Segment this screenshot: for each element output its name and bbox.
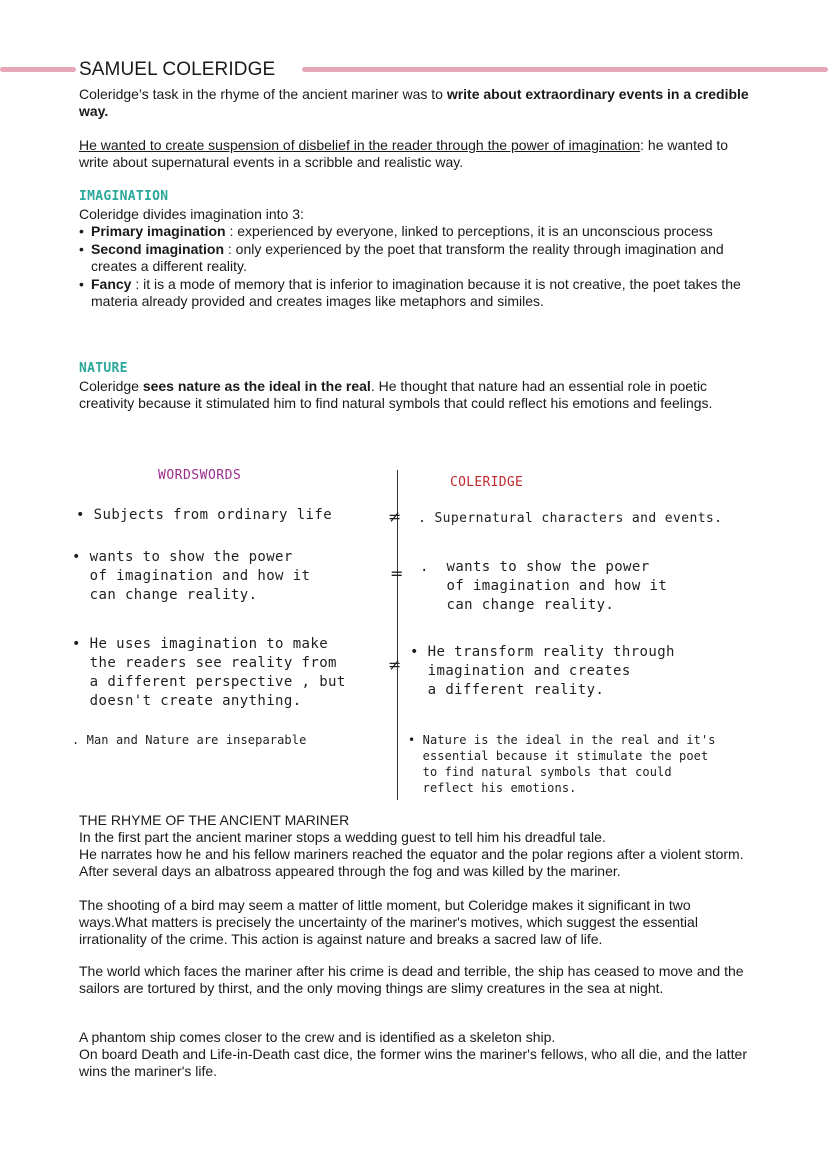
- rhyme-paragraph-6: On board Death and Life-in-Death cast dice, the former wins the mariner's fellows, who all die, and the latter wins the mariner's life.: [79, 1046, 748, 1079]
- nature-text-bold: sees nature as the ideal in the real: [142, 378, 371, 394]
- rhyme-paragraph-3: The shooting of a bird may seem a matter of little moment, but Coleridge makes it significant in two ways.What matters is precisely the uncertainty of the mariner's motives, which suggest the essential irrationality of the crime. This action is against nature and breaks a sacred law of life.: [79, 897, 698, 947]
- coleridge-point-4: • Nature is the ideal in the real and it's essential because it stimulate the poet to find natural symbols that could reflect his emotions.: [408, 733, 716, 795]
- coleridge-heading: COLERIDGE: [450, 475, 524, 490]
- intro-p1-text: Coleridge’s task in the rhyme of the ancient mariner was to: [79, 86, 447, 102]
- list-item: [79, 223, 749, 240]
- imagination-list: [79, 223, 749, 311]
- nature-heading: NATURE: [79, 361, 128, 376]
- wordsworth-point-4: . Man and Nature are inseparable: [72, 733, 307, 747]
- imagination-lead: Coleridge divides imagination into 3:: [79, 206, 304, 222]
- rhyme-paragraph-4: The world which faces the mariner after his crime is dead and terrible, the ship has ceased to move and the sailors are tortured by thirst, and the only moving things are slimy creatures in the sea at night.: [79, 963, 744, 996]
- intro-p2-text: : he wanted to write about supernatural events in a scribble and realistic way.: [79, 137, 729, 170]
- nature-text-a: Coleridge: [79, 378, 143, 394]
- wordsworth-point-3: • He uses imagination to make the readers see reality from a different perspective , but doesn't create anything.: [72, 636, 346, 709]
- intro-paragraph-1: [79, 86, 749, 120]
- rhyme-paragraph-5: A phantom ship comes closer to the crew and is identified as a skeleton ship.: [79, 1029, 556, 1045]
- list-item-text: : only experienced by the poet that transform the reality through imagination and creates a different reality.: [91, 241, 724, 274]
- title-rule-right: [302, 67, 828, 72]
- coleridge-point-1: . Supernatural characters and events.: [418, 511, 723, 526]
- rhyme-paragraph-2: He narrates how he and his fellow mariners reached the equator and the polar regions after a violent storm. After several days an albatross appeared through the fog and was killed by the mariner.: [79, 846, 744, 879]
- intro-p2-underlined: He wanted to create suspension of disbelief in the reader through the power of imagination: [79, 137, 641, 153]
- title-rule-left: [0, 67, 76, 72]
- list-item: [79, 241, 749, 275]
- imagination-heading: IMAGINATION: [79, 189, 169, 204]
- not-equal-symbol: ≠: [388, 655, 402, 674]
- intro-paragraph-2: [79, 137, 749, 171]
- list-item-term: Second imagination: [91, 241, 225, 257]
- list-item-text: : it is a mode of memory that is inferior to imagination because it is not creative, the poet takes the materia already provided and creates images like metaphors and similes.: [91, 276, 741, 309]
- list-item-text: : experienced by everyone, linked to perceptions, it is an unconscious process: [225, 223, 713, 239]
- coleridge-point-2: . wants to show the power of imagination and how it can change reality.: [420, 559, 668, 613]
- list-item-term: Primary imagination: [91, 223, 226, 239]
- coleridge-point-3: • He transform reality through imagination and creates a different reality.: [410, 644, 675, 698]
- equal-symbol: =: [390, 564, 404, 583]
- rhyme-heading: THE RHYME OF THE ANCIENT MARINER: [79, 812, 350, 828]
- wordsworth-point-2: • wants to show the power of imagination and how it can change reality.: [72, 549, 311, 603]
- nature-paragraph: [79, 378, 749, 412]
- list-item: [79, 276, 749, 310]
- rhyme-paragraph-1: In the first part the ancient mariner stops a wedding guest to tell him his dreadful tale.: [79, 829, 606, 845]
- intro-p1-bold: write about extraordinary events in a credible way.: [79, 86, 749, 119]
- wordsworth-point-1: • Subjects from ordinary life: [76, 507, 333, 523]
- page-title: SAMUEL COLERIDGE: [79, 59, 276, 80]
- nature-text-c: . He thought that nature had an essential role in poetic creativity because it stimulated him to find natural symbols that could reflect his emotions and feelings.: [79, 378, 713, 411]
- not-equal-symbol: ≠: [388, 507, 402, 526]
- wordsworth-heading: WORDSWORDS: [158, 468, 242, 483]
- list-item-term: Fancy: [91, 276, 132, 292]
- title-row: [0, 58, 828, 82]
